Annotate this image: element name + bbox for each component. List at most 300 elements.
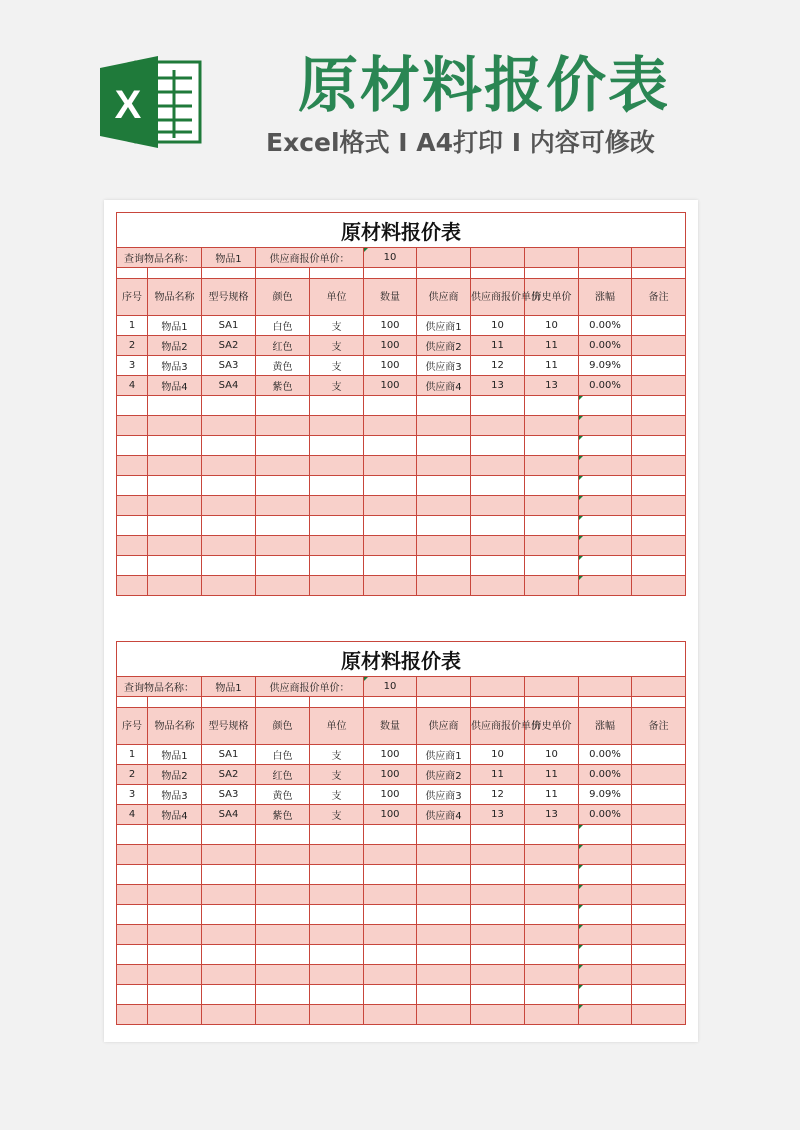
table-cell[interactable]: SA1: [202, 745, 256, 765]
empty-cell[interactable]: [471, 965, 525, 985]
table-cell[interactable]: 1: [117, 745, 148, 765]
empty-cell[interactable]: [256, 845, 310, 865]
table-cell[interactable]: SA3: [202, 785, 256, 805]
empty-cell[interactable]: [632, 865, 686, 885]
table-cell[interactable]: 物品3: [148, 356, 202, 376]
empty-cell[interactable]: [256, 476, 310, 496]
query-value-cell[interactable]: 物品1: [202, 248, 256, 268]
table-cell[interactable]: 100: [364, 765, 417, 785]
empty-cell[interactable]: [148, 905, 202, 925]
empty-cell[interactable]: [632, 845, 686, 865]
table-cell[interactable]: 12: [471, 785, 525, 805]
empty-cell[interactable]: [310, 416, 364, 436]
empty-cell[interactable]: [525, 416, 579, 436]
table-cell[interactable]: 支: [310, 336, 364, 356]
empty-cell[interactable]: [256, 865, 310, 885]
empty-cell[interactable]: [202, 576, 256, 596]
empty-cell[interactable]: [525, 496, 579, 516]
empty-cell[interactable]: [202, 516, 256, 536]
empty-cell[interactable]: [364, 985, 417, 1005]
empty-cell[interactable]: [471, 396, 525, 416]
empty-cell[interactable]: [632, 416, 686, 436]
empty-cell[interactable]: [364, 825, 417, 845]
empty-cell[interactable]: [256, 536, 310, 556]
table-cell[interactable]: 供应商1: [417, 316, 471, 336]
empty-cell[interactable]: [310, 985, 364, 1005]
empty-cell[interactable]: [632, 945, 686, 965]
empty-cell[interactable]: [417, 1005, 471, 1025]
table-cell[interactable]: 0.00%: [579, 805, 632, 825]
empty-cell[interactable]: [364, 436, 417, 456]
empty-cell[interactable]: [525, 396, 579, 416]
empty-cell[interactable]: [525, 476, 579, 496]
empty-cell[interactable]: [632, 1005, 686, 1025]
empty-cell[interactable]: [310, 925, 364, 945]
table-cell[interactable]: 13: [471, 805, 525, 825]
empty-cell[interactable]: [471, 865, 525, 885]
empty-cell[interactable]: [471, 905, 525, 925]
empty-cell[interactable]: [117, 845, 148, 865]
table-cell[interactable]: 支: [310, 316, 364, 336]
empty-cell[interactable]: [364, 496, 417, 516]
empty-cell[interactable]: [256, 885, 310, 905]
table-cell[interactable]: [632, 356, 686, 376]
info-empty-cell[interactable]: [417, 248, 471, 268]
empty-cell[interactable]: [525, 576, 579, 596]
empty-cell[interactable]: [117, 985, 148, 1005]
empty-cell[interactable]: [579, 576, 632, 596]
empty-cell[interactable]: [117, 885, 148, 905]
empty-cell[interactable]: [417, 845, 471, 865]
empty-cell[interactable]: [202, 416, 256, 436]
table-cell[interactable]: 支: [310, 765, 364, 785]
empty-cell[interactable]: [417, 825, 471, 845]
table-cell[interactable]: 0.00%: [579, 336, 632, 356]
table-cell[interactable]: [632, 316, 686, 336]
empty-cell[interactable]: [417, 416, 471, 436]
empty-cell[interactable]: [525, 825, 579, 845]
empty-cell[interactable]: [148, 845, 202, 865]
empty-cell[interactable]: [148, 825, 202, 845]
empty-cell[interactable]: [117, 516, 148, 536]
empty-cell[interactable]: [417, 945, 471, 965]
empty-cell[interactable]: [202, 496, 256, 516]
empty-cell[interactable]: [525, 1005, 579, 1025]
empty-cell[interactable]: [117, 905, 148, 925]
empty-cell[interactable]: [310, 556, 364, 576]
table-cell[interactable]: SA3: [202, 356, 256, 376]
table-cell[interactable]: 11: [471, 765, 525, 785]
empty-cell[interactable]: [632, 825, 686, 845]
empty-cell[interactable]: [310, 516, 364, 536]
empty-cell[interactable]: [148, 925, 202, 945]
empty-cell[interactable]: [579, 396, 632, 416]
empty-cell[interactable]: [579, 865, 632, 885]
empty-cell[interactable]: [632, 536, 686, 556]
empty-cell[interactable]: [579, 825, 632, 845]
table-cell[interactable]: [632, 785, 686, 805]
table-cell[interactable]: [632, 805, 686, 825]
empty-cell[interactable]: [632, 925, 686, 945]
empty-cell[interactable]: [148, 476, 202, 496]
empty-cell[interactable]: [417, 925, 471, 945]
empty-cell[interactable]: [148, 396, 202, 416]
empty-cell[interactable]: [256, 436, 310, 456]
empty-cell[interactable]: [471, 536, 525, 556]
empty-cell[interactable]: [471, 945, 525, 965]
table-cell[interactable]: 2: [117, 336, 148, 356]
empty-cell[interactable]: [310, 576, 364, 596]
empty-cell[interactable]: [148, 865, 202, 885]
empty-cell[interactable]: [256, 416, 310, 436]
table-cell[interactable]: 物品1: [148, 745, 202, 765]
info-empty-cell[interactable]: [632, 248, 686, 268]
table-cell[interactable]: 11: [525, 765, 579, 785]
empty-cell[interactable]: [471, 416, 525, 436]
table-cell[interactable]: 9.09%: [579, 785, 632, 805]
empty-cell[interactable]: [256, 905, 310, 925]
table-cell[interactable]: 100: [364, 356, 417, 376]
empty-cell[interactable]: [256, 985, 310, 1005]
empty-cell[interactable]: [117, 556, 148, 576]
table-cell[interactable]: 100: [364, 316, 417, 336]
table-cell[interactable]: 3: [117, 785, 148, 805]
table-cell[interactable]: 供应商3: [417, 356, 471, 376]
empty-cell[interactable]: [310, 476, 364, 496]
empty-cell[interactable]: [417, 556, 471, 576]
empty-cell[interactable]: [364, 396, 417, 416]
table-cell[interactable]: 黄色: [256, 785, 310, 805]
table-cell[interactable]: 0.00%: [579, 316, 632, 336]
table-cell[interactable]: SA2: [202, 765, 256, 785]
empty-cell[interactable]: [579, 925, 632, 945]
empty-cell[interactable]: [256, 456, 310, 476]
info-empty-cell[interactable]: [632, 677, 686, 697]
empty-cell[interactable]: [310, 536, 364, 556]
empty-cell[interactable]: [632, 576, 686, 596]
price-value-cell[interactable]: 10: [364, 248, 417, 268]
table-cell[interactable]: [632, 745, 686, 765]
empty-cell[interactable]: [117, 416, 148, 436]
table-cell[interactable]: 3: [117, 356, 148, 376]
empty-cell[interactable]: [525, 965, 579, 985]
empty-cell[interactable]: [471, 516, 525, 536]
empty-cell[interactable]: [148, 985, 202, 1005]
empty-cell[interactable]: [417, 496, 471, 516]
table-cell[interactable]: 物品1: [148, 316, 202, 336]
table-cell[interactable]: 物品2: [148, 765, 202, 785]
empty-cell[interactable]: [202, 1005, 256, 1025]
empty-cell[interactable]: [471, 456, 525, 476]
empty-cell[interactable]: [117, 945, 148, 965]
empty-cell[interactable]: [310, 885, 364, 905]
info-empty-cell[interactable]: [525, 677, 579, 697]
empty-cell[interactable]: [202, 965, 256, 985]
empty-cell[interactable]: [117, 436, 148, 456]
empty-cell[interactable]: [579, 416, 632, 436]
table-cell[interactable]: SA4: [202, 376, 256, 396]
table-cell[interactable]: 供应商2: [417, 765, 471, 785]
empty-cell[interactable]: [364, 536, 417, 556]
table-cell[interactable]: 12: [471, 356, 525, 376]
empty-cell[interactable]: [471, 476, 525, 496]
table-cell[interactable]: 13: [471, 376, 525, 396]
empty-cell[interactable]: [202, 945, 256, 965]
empty-cell[interactable]: [525, 436, 579, 456]
empty-cell[interactable]: [632, 985, 686, 1005]
empty-cell[interactable]: [202, 865, 256, 885]
empty-cell[interactable]: [117, 496, 148, 516]
table-cell[interactable]: 10: [525, 745, 579, 765]
empty-cell[interactable]: [310, 436, 364, 456]
empty-cell[interactable]: [202, 845, 256, 865]
empty-cell[interactable]: [525, 845, 579, 865]
empty-cell[interactable]: [202, 905, 256, 925]
table-cell[interactable]: SA1: [202, 316, 256, 336]
empty-cell[interactable]: [579, 965, 632, 985]
empty-cell[interactable]: [364, 416, 417, 436]
table-cell[interactable]: 供应商1: [417, 745, 471, 765]
table-cell[interactable]: 红色: [256, 336, 310, 356]
table-cell[interactable]: 白色: [256, 745, 310, 765]
empty-cell[interactable]: [417, 436, 471, 456]
table-cell[interactable]: 供应商4: [417, 376, 471, 396]
empty-cell[interactable]: [310, 905, 364, 925]
table-cell[interactable]: 黄色: [256, 356, 310, 376]
empty-cell[interactable]: [364, 945, 417, 965]
empty-cell[interactable]: [364, 865, 417, 885]
empty-cell[interactable]: [364, 925, 417, 945]
empty-cell[interactable]: [579, 556, 632, 576]
empty-cell[interactable]: [148, 536, 202, 556]
empty-cell[interactable]: [310, 865, 364, 885]
empty-cell[interactable]: [579, 845, 632, 865]
empty-cell[interactable]: [364, 905, 417, 925]
empty-cell[interactable]: [525, 865, 579, 885]
empty-cell[interactable]: [202, 925, 256, 945]
table-cell[interactable]: SA2: [202, 336, 256, 356]
empty-cell[interactable]: [417, 456, 471, 476]
empty-cell[interactable]: [579, 496, 632, 516]
table-cell[interactable]: 10: [525, 316, 579, 336]
table-cell[interactable]: 9.09%: [579, 356, 632, 376]
empty-cell[interactable]: [525, 556, 579, 576]
empty-cell[interactable]: [632, 965, 686, 985]
table-cell[interactable]: 支: [310, 745, 364, 765]
empty-cell[interactable]: [117, 476, 148, 496]
price-value-cell[interactable]: 10: [364, 677, 417, 697]
empty-cell[interactable]: [579, 885, 632, 905]
table-cell[interactable]: 物品4: [148, 805, 202, 825]
empty-cell[interactable]: [632, 516, 686, 536]
table-cell[interactable]: 0.00%: [579, 745, 632, 765]
empty-cell[interactable]: [256, 516, 310, 536]
empty-cell[interactable]: [310, 496, 364, 516]
empty-cell[interactable]: [417, 516, 471, 536]
empty-cell[interactable]: [202, 456, 256, 476]
empty-cell[interactable]: [202, 885, 256, 905]
empty-cell[interactable]: [471, 885, 525, 905]
empty-cell[interactable]: [310, 825, 364, 845]
empty-cell[interactable]: [256, 496, 310, 516]
info-empty-cell[interactable]: [525, 248, 579, 268]
empty-cell[interactable]: [364, 576, 417, 596]
empty-cell[interactable]: [256, 576, 310, 596]
empty-cell[interactable]: [417, 576, 471, 596]
empty-cell[interactable]: [525, 456, 579, 476]
empty-cell[interactable]: [256, 1005, 310, 1025]
empty-cell[interactable]: [579, 476, 632, 496]
empty-cell[interactable]: [256, 965, 310, 985]
table-cell[interactable]: 4: [117, 805, 148, 825]
table-cell[interactable]: 100: [364, 785, 417, 805]
empty-cell[interactable]: [417, 985, 471, 1005]
table-cell[interactable]: 供应商4: [417, 805, 471, 825]
table-cell[interactable]: 11: [525, 336, 579, 356]
empty-cell[interactable]: [202, 476, 256, 496]
table-cell[interactable]: 13: [525, 805, 579, 825]
empty-cell[interactable]: [525, 945, 579, 965]
table-cell[interactable]: 供应商3: [417, 785, 471, 805]
empty-cell[interactable]: [117, 825, 148, 845]
empty-cell[interactable]: [364, 476, 417, 496]
empty-cell[interactable]: [471, 1005, 525, 1025]
empty-cell[interactable]: [417, 476, 471, 496]
empty-cell[interactable]: [256, 396, 310, 416]
table-cell[interactable]: [632, 376, 686, 396]
empty-cell[interactable]: [364, 965, 417, 985]
empty-cell[interactable]: [525, 985, 579, 1005]
empty-cell[interactable]: [256, 825, 310, 845]
table-cell[interactable]: 11: [525, 356, 579, 376]
empty-cell[interactable]: [202, 396, 256, 416]
table-cell[interactable]: 紫色: [256, 376, 310, 396]
empty-cell[interactable]: [471, 985, 525, 1005]
table-cell[interactable]: [632, 336, 686, 356]
table-cell[interactable]: 100: [364, 745, 417, 765]
empty-cell[interactable]: [364, 1005, 417, 1025]
empty-cell[interactable]: [364, 516, 417, 536]
table-cell[interactable]: 0.00%: [579, 376, 632, 396]
empty-cell[interactable]: [417, 396, 471, 416]
empty-cell[interactable]: [579, 436, 632, 456]
empty-cell[interactable]: [148, 556, 202, 576]
empty-cell[interactable]: [632, 436, 686, 456]
table-cell[interactable]: 13: [525, 376, 579, 396]
empty-cell[interactable]: [117, 536, 148, 556]
query-value-cell[interactable]: 物品1: [202, 677, 256, 697]
empty-cell[interactable]: [256, 556, 310, 576]
table-cell[interactable]: SA4: [202, 805, 256, 825]
empty-cell[interactable]: [471, 925, 525, 945]
table-cell[interactable]: 支: [310, 805, 364, 825]
info-empty-cell[interactable]: [579, 248, 632, 268]
table-cell[interactable]: 100: [364, 805, 417, 825]
table-cell[interactable]: 供应商2: [417, 336, 471, 356]
empty-cell[interactable]: [579, 1005, 632, 1025]
empty-cell[interactable]: [417, 965, 471, 985]
table-cell[interactable]: 白色: [256, 316, 310, 336]
empty-cell[interactable]: [632, 885, 686, 905]
table-cell[interactable]: [632, 765, 686, 785]
empty-cell[interactable]: [310, 456, 364, 476]
empty-cell[interactable]: [579, 905, 632, 925]
empty-cell[interactable]: [525, 516, 579, 536]
empty-cell[interactable]: [471, 825, 525, 845]
empty-cell[interactable]: [364, 556, 417, 576]
table-cell[interactable]: 1: [117, 316, 148, 336]
table-cell[interactable]: 物品3: [148, 785, 202, 805]
table-cell[interactable]: 100: [364, 336, 417, 356]
empty-cell[interactable]: [117, 865, 148, 885]
empty-cell[interactable]: [579, 536, 632, 556]
table-cell[interactable]: 支: [310, 376, 364, 396]
empty-cell[interactable]: [417, 885, 471, 905]
empty-cell[interactable]: [417, 536, 471, 556]
empty-cell[interactable]: [148, 496, 202, 516]
empty-cell[interactable]: [148, 416, 202, 436]
empty-cell[interactable]: [632, 476, 686, 496]
table-cell[interactable]: 11: [471, 336, 525, 356]
empty-cell[interactable]: [256, 945, 310, 965]
table-cell[interactable]: 支: [310, 785, 364, 805]
empty-cell[interactable]: [525, 925, 579, 945]
empty-cell[interactable]: [148, 885, 202, 905]
table-cell[interactable]: 红色: [256, 765, 310, 785]
empty-cell[interactable]: [632, 556, 686, 576]
empty-cell[interactable]: [632, 496, 686, 516]
empty-cell[interactable]: [117, 456, 148, 476]
table-cell[interactable]: 物品4: [148, 376, 202, 396]
empty-cell[interactable]: [364, 885, 417, 905]
empty-cell[interactable]: [632, 905, 686, 925]
table-cell[interactable]: 100: [364, 376, 417, 396]
empty-cell[interactable]: [117, 1005, 148, 1025]
empty-cell[interactable]: [471, 556, 525, 576]
empty-cell[interactable]: [579, 945, 632, 965]
table-cell[interactable]: 11: [525, 785, 579, 805]
empty-cell[interactable]: [471, 496, 525, 516]
empty-cell[interactable]: [417, 865, 471, 885]
empty-cell[interactable]: [148, 436, 202, 456]
table-cell[interactable]: 10: [471, 745, 525, 765]
empty-cell[interactable]: [471, 576, 525, 596]
empty-cell[interactable]: [525, 885, 579, 905]
empty-cell[interactable]: [202, 436, 256, 456]
empty-cell[interactable]: [417, 905, 471, 925]
empty-cell[interactable]: [525, 905, 579, 925]
table-cell[interactable]: 紫色: [256, 805, 310, 825]
info-empty-cell[interactable]: [471, 248, 525, 268]
empty-cell[interactable]: [202, 536, 256, 556]
empty-cell[interactable]: [310, 1005, 364, 1025]
table-cell[interactable]: 物品2: [148, 336, 202, 356]
empty-cell[interactable]: [632, 396, 686, 416]
table-cell[interactable]: 支: [310, 356, 364, 376]
empty-cell[interactable]: [148, 965, 202, 985]
empty-cell[interactable]: [632, 456, 686, 476]
table-cell[interactable]: 4: [117, 376, 148, 396]
table-cell[interactable]: 2: [117, 765, 148, 785]
empty-cell[interactable]: [310, 845, 364, 865]
empty-cell[interactable]: [117, 396, 148, 416]
empty-cell[interactable]: [202, 825, 256, 845]
empty-cell[interactable]: [202, 556, 256, 576]
empty-cell[interactable]: [471, 845, 525, 865]
empty-cell[interactable]: [364, 456, 417, 476]
empty-cell[interactable]: [148, 516, 202, 536]
empty-cell[interactable]: [310, 965, 364, 985]
